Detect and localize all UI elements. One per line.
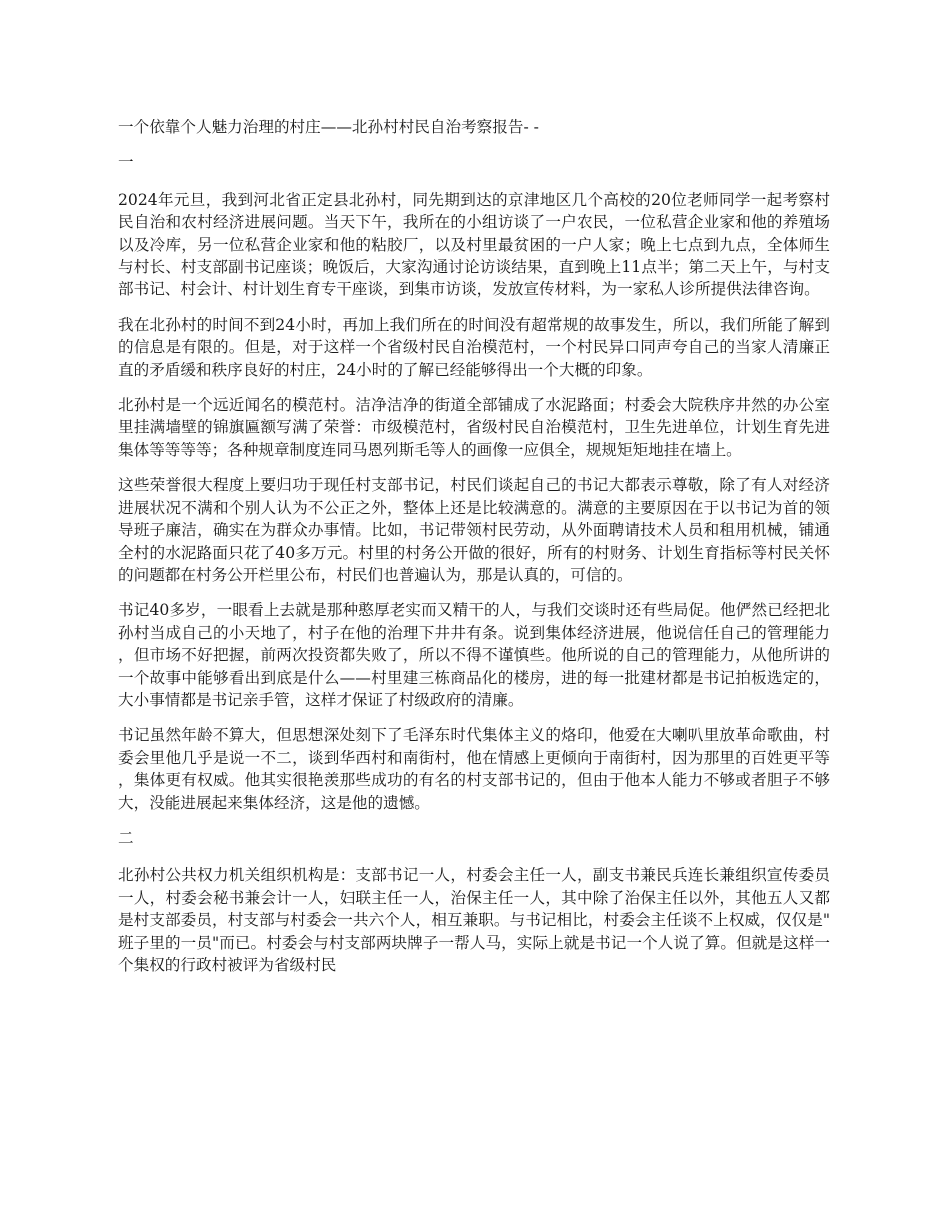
paragraph: 北孙村公共权力机关组织机构是：支部书记一人，村委会主任一人，副支书兼民兵连长兼组织宣传委员一人，村委会秘书兼会计一人，妇联主任一人，治保主任一人，其中除了治保主任以外，其他五人又都是村支部委员，村支部与村委会一共六个人，相互兼职。与书记相比，村委会主任谈不上权威，仅仅是"班子里的一员"而已。村委会与村支部两块牌子一帮人马，实际上就是书记一个人说了算。但就是这样一个集权的行政村被评为省级村民 (118, 866, 830, 974)
paragraph: 我在北孙村的时间不到24小时，再加上我们所在的时间没有超常规的故事发生，所以，我们所能了解到的信息是有限的。但是，对于这样一个省级村民自治模范村，一个村民异口同声夸自己的当家人清廉正直的矛盾缓和秩序良好的村庄，24小时的了解已经能够得出一个大概的印象。 (118, 315, 830, 379)
paragraph: 北孙村是一个远近闻名的模范村。洁净洁净的街道全部铺成了水泥路面；村委会大院秩序井然的办公室里挂满墙壁的锦旗匾额写满了荣誉：市级模范村，省级村民自治模范村，卫生先进单位，计划生育先进集体等等等等；各种规章制度连同马恩列斯毛等人的画像一应俱全，规规矩矩地挂在墙上。 (118, 396, 830, 459)
paragraph: 书记40多岁，一眼看上去就是那种憨厚老实而又精干的人，与我们交谈时还有些局促。他俨然已经把北孙村当成自己的小天地了，村子在他的治理下井井有条。说到集体经济进展，他说信任自己的管理能力，但市场不好把握，前两次投资都失败了，所以不得不谨慎些。他所说的自己的管理能力，从他所讲的一个故事中能够看出到底是什么——村里建三栋商品化的楼房，进的每一批建材都是书记拍板选定的，大小事情都是书记亲手管，这样才保证了村级政府的清廉。 (118, 601, 830, 709)
paragraph: 2024年元旦，我到河北省正定县北孙村，同先期到达的京津地区几个高校的20位老师同学一起考察村民自治和农村经济进展问题。当天下午，我所在的小组访谈了一户农民，一位私营企业家和他的养殖场以及冷库，另一位私营企业家和他的粘胶厂，以及村里最贫困的一户人家；晚上七点到九点，全体师生与村长、村支部副书记座谈；晚饭后，大家沟通讨论访谈结果，直到晚上11点半；第二天上午，与村支部书记、村会计、村计划生育专干座谈，到集市访谈，发放宣传材料，为一家私人诊所提供法律咨询。 (118, 190, 830, 299)
section-heading: 一 (118, 153, 134, 172)
section-2 (118, 827, 830, 976)
section-1 (118, 151, 830, 814)
paragraph: 书记虽然年龄不算大，但思想深处刻下了毛泽东时代集体主义的烙印，他爱在大喇叭里放革命歌曲，村委会里他几乎是说一不二，谈到华西村和南街村，他在情感上更倾向于南街村，因为那里的百姓更平等，集体更有权威。他其实很艳羡那些成功的有名的村支部书记的，但由于他本人能力不够或者胆子不够大，没能进展起来集体经济，这是他的遗憾。 (118, 726, 830, 812)
section-heading: 二 (118, 828, 134, 847)
paragraph: 这些荣誉很大程度上要归功于现任村支部书记，村民们谈起自己的书记大都表示尊敬，除了有人对经济进展状况不满和个别人认为不公正之外，整体上还是比较满意的。满意的主要原因在于以书记为首的领导班子廉洁，确实在为群众办事情。比如，书记带领村民劳动，从外面聘请技术人员和租用机械，铺通全村的水泥路面只花了40多万元。村里的村务公开做的很好，所有的村财务、计划生育指标等村民关怀的问题都在村务公开栏里公布，村民们也普遍认为，那是认真的，可信的。 (118, 476, 830, 584)
document-page (118, 116, 830, 976)
document-title: 一个依靠个人魅力治理的村庄——北孙村村民自治考察报告- - (118, 118, 539, 136)
